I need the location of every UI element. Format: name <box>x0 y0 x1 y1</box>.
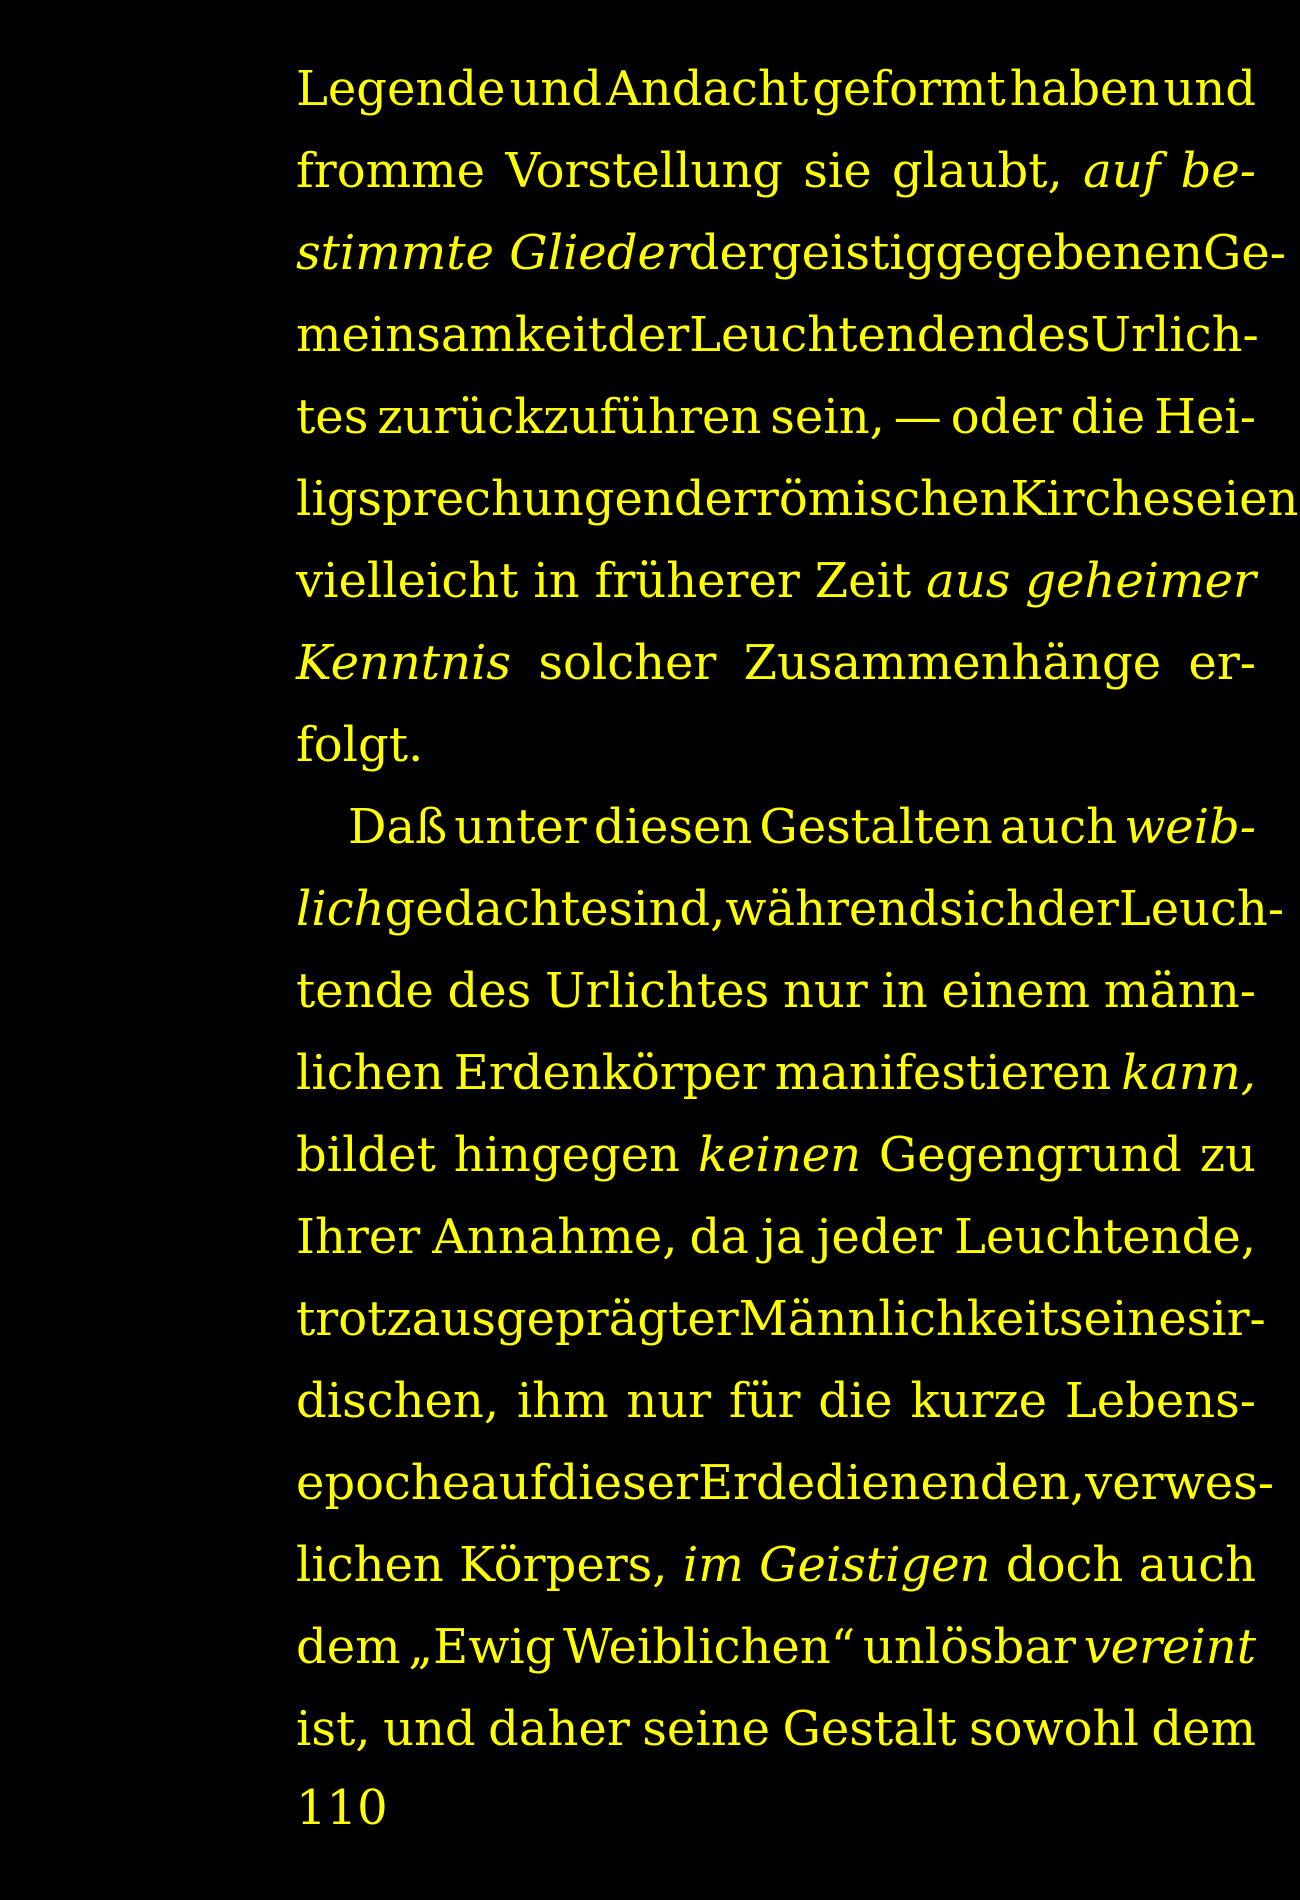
word: seines <box>1058 1291 1212 1347</box>
word: ligsprechungen <box>296 471 674 527</box>
italic-word: Geistigen <box>759 1537 991 1593</box>
word: doch <box>1005 1537 1124 1593</box>
word: männ- <box>1103 963 1256 1019</box>
word: ja <box>760 1209 805 1265</box>
italic-phrase: stimmte Glieder <box>296 225 689 281</box>
word: Urlichtes <box>544 963 770 1019</box>
text-line <box>296 1196 1256 1278</box>
word: auch <box>999 799 1118 855</box>
word: während <box>725 881 939 937</box>
text-line <box>296 294 1259 376</box>
text-line <box>296 622 1256 704</box>
word: jeder <box>816 1209 942 1265</box>
word: unlösbar <box>862 1619 1076 1675</box>
word: Kirche <box>1010 471 1171 527</box>
text-line <box>296 1688 1256 1770</box>
word: „Ewig <box>408 1619 556 1675</box>
italic-word: lich <box>296 881 385 937</box>
text-line <box>296 868 1285 950</box>
text-line <box>296 130 1256 212</box>
word: ausgeprägter <box>411 1291 739 1347</box>
word: Urlich- <box>1090 307 1259 363</box>
italic-word: kann, <box>1121 1045 1256 1101</box>
word: nur <box>782 963 868 1019</box>
text-line <box>296 1442 1274 1524</box>
text-line <box>296 376 1256 458</box>
word: tes <box>296 389 369 445</box>
text-line <box>296 212 1286 294</box>
text-line <box>296 1524 1256 1606</box>
word: für <box>728 1373 801 1429</box>
word: Leuchtende, <box>953 1209 1256 1265</box>
word: des <box>447 963 532 1019</box>
word: kurze <box>910 1373 1048 1429</box>
word: manifestieren <box>774 1045 1112 1101</box>
word: Gegengrund <box>878 1127 1182 1183</box>
word: sich <box>938 881 1037 937</box>
word: dem <box>1151 1701 1256 1757</box>
word: Annahme, <box>432 1209 678 1265</box>
word: Vorstellung <box>505 143 783 199</box>
word: dienenden, <box>815 1455 1086 1511</box>
word: der <box>1036 881 1119 937</box>
text-block <box>296 48 1299 1770</box>
word: die <box>1070 389 1146 445</box>
word: auf <box>470 1455 548 1511</box>
word: ihm <box>516 1373 609 1429</box>
word: meinsamkeit <box>296 307 608 363</box>
word: er- <box>1188 635 1256 691</box>
word: dem <box>296 1619 401 1675</box>
italic-word: geheimer <box>1025 553 1256 609</box>
word: Erdenkörper <box>453 1045 765 1101</box>
word: Lebens- <box>1064 1373 1256 1429</box>
word: geistig <box>770 225 936 281</box>
word: lichen <box>296 1045 444 1101</box>
word: Hei- <box>1154 389 1256 445</box>
word: daher <box>488 1701 630 1757</box>
word: sie <box>803 143 872 199</box>
text-line <box>296 786 1256 868</box>
word: Daß <box>348 799 448 855</box>
text-line <box>296 540 1256 622</box>
word: vielleicht <box>296 553 519 609</box>
word: lichen <box>296 1537 444 1593</box>
word: und <box>383 1701 476 1757</box>
word: folgt. <box>296 717 424 773</box>
word: Gestalt <box>782 1701 957 1757</box>
italic-word: weib- <box>1124 799 1256 855</box>
page-number: 110 <box>296 1780 388 1836</box>
word: Andacht <box>606 61 809 117</box>
word: früherer <box>594 553 800 609</box>
word: sind, <box>608 881 726 937</box>
italic-word: vereint <box>1083 1619 1256 1675</box>
word: und <box>1163 61 1256 117</box>
text-line <box>296 1032 1256 1114</box>
text-line <box>296 950 1256 1032</box>
word: sein, <box>770 389 885 445</box>
word: Ge- <box>1203 225 1286 281</box>
text-line <box>296 1114 1256 1196</box>
word: auch <box>1138 1537 1256 1593</box>
word: solcher <box>538 635 717 691</box>
word: der <box>688 225 771 281</box>
word: der <box>673 471 756 527</box>
word: verwes- <box>1085 1455 1274 1511</box>
word: fromme <box>296 143 486 199</box>
word: Legende <box>296 61 506 117</box>
word: und <box>509 61 603 117</box>
word: bildet <box>296 1127 436 1183</box>
word: dischen, <box>296 1373 500 1429</box>
word: ir- <box>1211 1291 1266 1347</box>
word: Zusammenhänge <box>743 635 1162 691</box>
text-line <box>296 458 1299 540</box>
text-line <box>296 704 1256 786</box>
word: in <box>881 963 928 1019</box>
italic-word: aus <box>926 553 1011 609</box>
word: des <box>1006 307 1091 363</box>
text-line <box>296 48 1256 130</box>
word: seine <box>642 1701 771 1757</box>
word: zurückzuführen <box>377 389 762 445</box>
word: unter <box>454 799 587 855</box>
word: trotz <box>296 1291 412 1347</box>
word: — <box>893 389 942 445</box>
word: Weiblichen“ <box>563 1619 856 1675</box>
word: Gestalten <box>759 799 993 855</box>
word: römischen <box>755 471 1011 527</box>
text-line <box>296 1278 1266 1360</box>
word: hingegen <box>453 1127 681 1183</box>
word: dieser <box>547 1455 698 1511</box>
word: Leuch- <box>1118 881 1285 937</box>
word: gegebenen <box>935 225 1203 281</box>
word: einem <box>941 963 1091 1019</box>
word: Leuchtenden <box>689 307 1007 363</box>
word: geformt <box>812 61 1006 117</box>
word: Erde <box>698 1455 816 1511</box>
word: haben <box>1009 61 1160 117</box>
word: tende <box>296 963 434 1019</box>
word: die <box>818 1373 893 1429</box>
word: Ihrer <box>296 1209 421 1265</box>
word: nur <box>626 1373 712 1429</box>
word: der <box>607 307 690 363</box>
italic-word: auf <box>1083 143 1161 199</box>
text-line <box>296 1606 1256 1688</box>
word: diesen <box>593 799 753 855</box>
italic-word: keinen <box>697 1127 862 1183</box>
word: in <box>533 553 580 609</box>
word: gedachte <box>384 881 609 937</box>
italic-word: be- <box>1180 143 1256 199</box>
word: glaubt, <box>891 143 1063 199</box>
word: seien <box>1170 471 1299 527</box>
word: zu <box>1199 1127 1256 1183</box>
text-line <box>296 1360 1256 1442</box>
italic-word: Kenntnis <box>296 635 511 691</box>
word: Körpers, <box>459 1537 668 1593</box>
word: oder <box>950 389 1062 445</box>
word: sowohl <box>969 1701 1139 1757</box>
italic-word: im <box>682 1537 744 1593</box>
word: epoche <box>296 1455 471 1511</box>
word: Männlichkeit <box>738 1291 1059 1347</box>
word: Zeit <box>814 553 912 609</box>
word: ist, <box>296 1701 371 1757</box>
word: da <box>689 1209 749 1265</box>
